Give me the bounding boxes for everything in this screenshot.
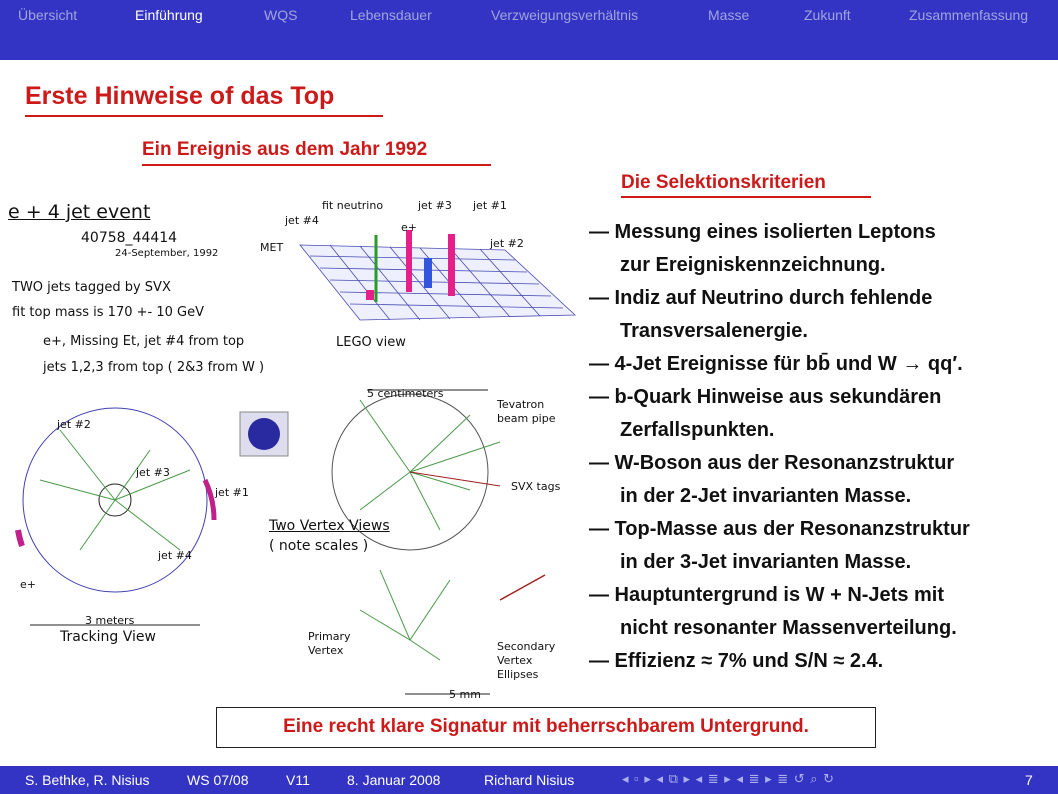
- tracking-scale: 3 meters: [85, 614, 135, 627]
- conclusion-box: Eine recht klare Signatur mit beherrschbarem Untergrund.: [216, 707, 876, 748]
- criterion-line: — Messung eines isolierten Leptons: [589, 221, 936, 243]
- footer-date: 8. Januar 2008: [347, 772, 441, 788]
- footer-page-number: 7: [1025, 772, 1033, 788]
- footer-bar: [0, 766, 1058, 794]
- primary-vertex-label: Vertex: [308, 644, 344, 657]
- nav-item-uebersicht[interactable]: Übersicht: [18, 7, 78, 23]
- criterion-line: — Hauptuntergrund is W + N-Jets mit: [589, 584, 945, 606]
- tracking-label: jet #4: [158, 549, 192, 562]
- nav-item-zusammenfassung[interactable]: Zusammenfassung: [909, 7, 1029, 23]
- footer-speaker: Richard Nisius: [484, 772, 575, 788]
- event-title: e + 4 jet event: [8, 201, 151, 223]
- secondary-vertex-label: Vertex: [497, 654, 533, 667]
- event-note: fit top mass is 170 +- 10 GeV: [12, 305, 204, 320]
- event-note: e+, Missing Et, jet #4 from top: [43, 334, 245, 349]
- left-heading-underline: [142, 164, 491, 166]
- beamer-navigation-icons[interactable]: ◂ ▫ ▸ ◂ ⧉ ▸ ◂ ≣ ▸ ◂ ≣ ▸ ≣ ↺ ⌕ ↻: [622, 771, 836, 786]
- nav-item-einfuehrung[interactable]: Einführung: [135, 7, 203, 23]
- vertex-scale-bottom: 5 mm: [449, 688, 481, 701]
- tracking-label: jet #2: [57, 418, 91, 431]
- criterion-line: — Indiz auf Neutrino durch fehlende: [589, 287, 933, 309]
- nav-item-masse[interactable]: Masse: [708, 7, 750, 23]
- nav-item-zukunft[interactable]: Zukunft: [804, 7, 851, 23]
- event-note: jets 1,2,3 from top ( 2&3 from W ): [43, 360, 265, 375]
- footer-semester: WS 07/08: [187, 772, 249, 788]
- footer-lecture: V11: [286, 772, 310, 788]
- lego-label: fit neutrino: [322, 199, 384, 212]
- criterion-line: — 4-Jet Ereignisse für bb̄ und W → qq′.: [589, 353, 963, 375]
- top-navigation-bar: [0, 0, 1058, 60]
- lego-label: MET: [260, 241, 284, 254]
- vertex-beam-label: Tevatron: [497, 398, 545, 411]
- secondary-vertex-label: Ellipses: [497, 668, 539, 681]
- criterion-line: nicht resonanter Massenverteilung.: [620, 617, 957, 639]
- vertex-svx-label: SVX tags: [511, 480, 561, 493]
- criterion-line: — Effizienz ≈ 7% und S/N ≈ 2.4.: [589, 650, 884, 672]
- vertex-beam-label: beam pipe: [497, 412, 556, 425]
- lego-caption: LEGO view: [336, 335, 406, 350]
- vertex-caption: ( note scales ): [269, 538, 369, 554]
- event-id: 40758_44414: [81, 230, 178, 246]
- criterion-line: — b-Quark Hinweise aus sekundären: [589, 386, 942, 408]
- tracking-label: e+: [20, 578, 36, 591]
- vertex-caption: Two Vertex Views: [269, 518, 390, 534]
- lego-label: e+: [401, 221, 417, 234]
- vertex-scale-top: 5 centimeters: [367, 387, 444, 400]
- jet1-tower: [448, 234, 455, 296]
- electron-tower: [406, 230, 412, 292]
- secondary-vertex-label: Secondary: [497, 640, 556, 653]
- lego-label: jet #2: [490, 237, 524, 250]
- tracking-caption: Tracking View: [60, 629, 156, 645]
- criterion-line: in der 2-Jet invarianten Masse.: [620, 485, 912, 507]
- criterion-line: in der 3-Jet invarianten Masse.: [620, 551, 912, 573]
- tracking-label: jet #1: [215, 486, 249, 499]
- right-heading-underline: [621, 196, 871, 198]
- nav-item-wqs[interactable]: WQS: [264, 7, 298, 23]
- slide-title: Erste Hinweise of das Top: [25, 82, 335, 110]
- lego-label: jet #4: [285, 214, 319, 227]
- primary-vertex-label: Primary: [308, 630, 351, 643]
- jet3-tower: [424, 258, 432, 288]
- footer-authors: S. Bethke, R. Nisius: [25, 772, 150, 788]
- lego-label: jet #3: [418, 199, 452, 212]
- criterion-line: — Top-Masse aus der Resonanzstruktur: [589, 518, 970, 540]
- event-date: 24-September, 1992: [115, 248, 219, 259]
- nav-item-verzweigungsverhaeltnis[interactable]: Verzweigungsverhältnis: [491, 7, 639, 23]
- criterion-line: Zerfallspunkten.: [620, 419, 775, 441]
- nav-item-lebensdauer[interactable]: Lebensdauer: [350, 7, 432, 23]
- right-heading: Die Selektionskriterien: [621, 172, 826, 193]
- event-note: TWO jets tagged by SVX: [12, 280, 171, 295]
- lego-label: jet #1: [473, 199, 507, 212]
- left-heading: Ein Ereignis aus dem Jahr 1992: [142, 139, 428, 160]
- lego-plot: [300, 245, 575, 320]
- tracking-view: [18, 408, 214, 625]
- title-underline: [25, 115, 383, 117]
- criterion-line: Transversalenergie.: [620, 320, 808, 342]
- tracking-label: jet #3: [136, 466, 170, 479]
- criterion-line: — W-Boson aus der Resonanzstruktur: [589, 452, 955, 474]
- criterion-line: zur Ereigniskennzeichnung.: [620, 254, 886, 276]
